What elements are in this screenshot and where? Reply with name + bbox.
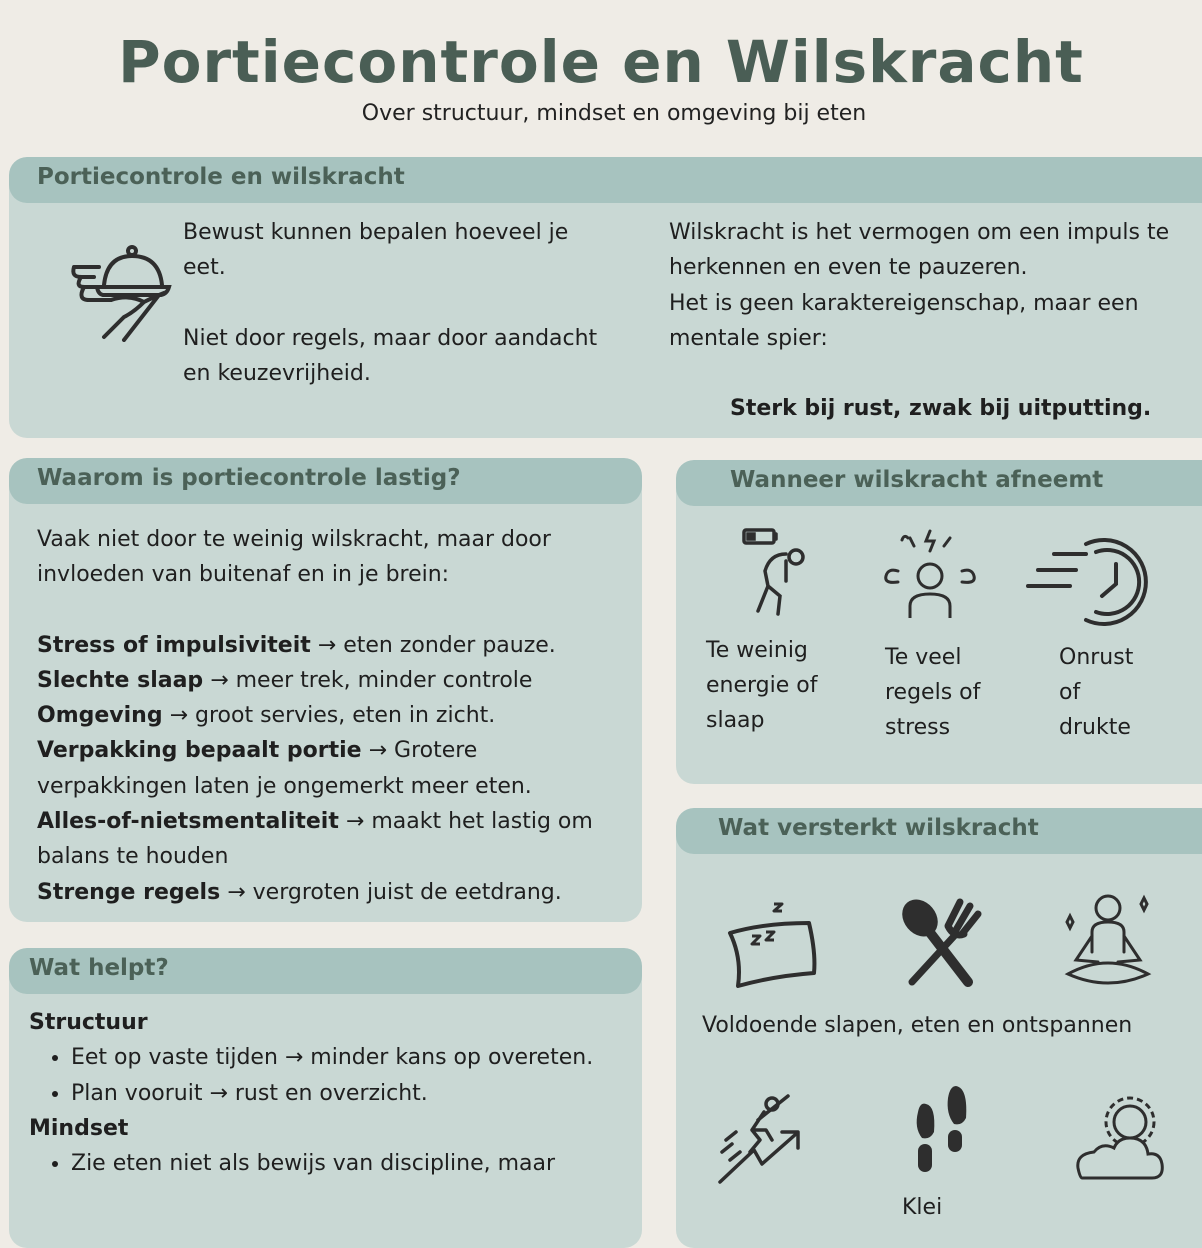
why-item-text: vergroten juist de eetdrang. — [252, 879, 562, 905]
strengthen-row1-label: Voldoende slapen, eten en ontspannen — [702, 1013, 1133, 1038]
strengthen-card — [676, 808, 1202, 1248]
help-heading: Wat helpt? — [9, 948, 642, 994]
why-item — [37, 628, 617, 663]
page-title: Portiecontrole en Wilskracht — [118, 28, 1084, 96]
why-intro: Vaak niet door te weinig wilskracht, maar door invloeden van buitenaf en in je brein: — [37, 527, 551, 588]
arrow-icon: → — [169, 703, 189, 729]
why-item-text: meer trek, minder controle — [235, 667, 533, 693]
why-item-key: Alles-of-nietsmentaliteit — [37, 809, 339, 835]
why-item-key: Verpakking bepaalt portie — [37, 738, 362, 764]
running-growth-icon — [716, 1090, 811, 1185]
why-item — [37, 698, 617, 733]
decline-label-1: Te weinig energie of slaap — [706, 638, 818, 733]
why-item-text: Grotere verpakkingen laten je ongemerkt meer eten. — [37, 738, 532, 799]
arrow-icon: → — [210, 667, 229, 693]
why-heading: Waarom is portiecontrole lastig? — [9, 458, 642, 504]
why-item-key: Omgeving — [37, 703, 163, 729]
intro-right-1: Wilskracht is het vermogen om een impuls te herkennen en even te pauzeren. — [669, 220, 1170, 281]
why-item — [37, 875, 617, 910]
decline-card — [676, 460, 1202, 784]
why-item-text: maakt het lastig om balans te houden — [37, 809, 593, 870]
decline-label-2: Te veel regels of stress — [885, 645, 981, 740]
intro-left-2: Niet door regels, maar door aandacht en keuzevrijheid. — [183, 325, 598, 386]
why-item-text: eten zonder pauze. — [343, 632, 556, 658]
help-card — [9, 948, 642, 1248]
why-item-key: Strenge regels — [37, 879, 221, 905]
help-section-title: Structuur — [29, 1010, 148, 1035]
why-item — [37, 733, 617, 804]
sun-cloud-icon — [1072, 1090, 1167, 1185]
intro-heading: Portiecontrole en wilskracht — [9, 157, 1202, 203]
footsteps-icon — [912, 1084, 972, 1179]
why-item — [37, 804, 617, 875]
intro-left-1: Bewust kunnen bepalen hoeveel je eet. — [183, 220, 569, 281]
arrow-icon: → — [368, 738, 388, 764]
why-item-text: groot servies, eten in zicht. — [195, 703, 496, 729]
meditation-icon — [1058, 892, 1156, 990]
tired-person-low-battery-icon — [740, 526, 810, 618]
page-subtitle: Over structuur, mindset en omgeving bij eten — [361, 101, 867, 126]
arrow-icon: → — [345, 809, 365, 835]
why-item-key: Stress of impulsiviteit — [37, 632, 311, 658]
intro-card — [9, 157, 1202, 438]
why-card — [9, 458, 642, 922]
intro-emphasis: Sterk bij rust, zwak bij uitputting. — [730, 396, 1152, 421]
strengthen-row2-label: Klei — [902, 1195, 943, 1220]
arrow-icon: → — [317, 632, 337, 658]
help-bullet: • Eet op vaste tijden → minder kans op overeten. — [71, 1040, 609, 1075]
strengthen-heading: Wat versterkt wilskracht — [676, 808, 1202, 854]
intro-right-2: Het is geen karaktereigenschap, maar een mentale spier: — [669, 290, 1139, 351]
help-bullet: • Zie eten niet als bewijs van discipline, maar — [71, 1146, 609, 1181]
stressed-person-icon — [880, 526, 980, 618]
pillow-sleep-icon — [724, 898, 822, 988]
decline-label-3: Onrust of drukte — [1059, 645, 1134, 740]
help-section-title: Mindset — [29, 1115, 129, 1141]
fast-clock-icon — [1026, 536, 1161, 628]
why-item-key: Slechte slaap — [37, 667, 204, 693]
serving-cloche-icon — [69, 242, 174, 342]
help-bullet: • Plan vooruit → rust en overzicht. — [71, 1076, 609, 1111]
decline-heading: Wanneer wilskracht afneemt — [676, 460, 1202, 506]
help-bullet-list — [29, 1146, 609, 1181]
spoon-fork-icon — [898, 896, 986, 988]
arrow-icon: → — [227, 879, 246, 905]
why-item — [37, 663, 617, 698]
help-bullet-list — [29, 1040, 609, 1111]
